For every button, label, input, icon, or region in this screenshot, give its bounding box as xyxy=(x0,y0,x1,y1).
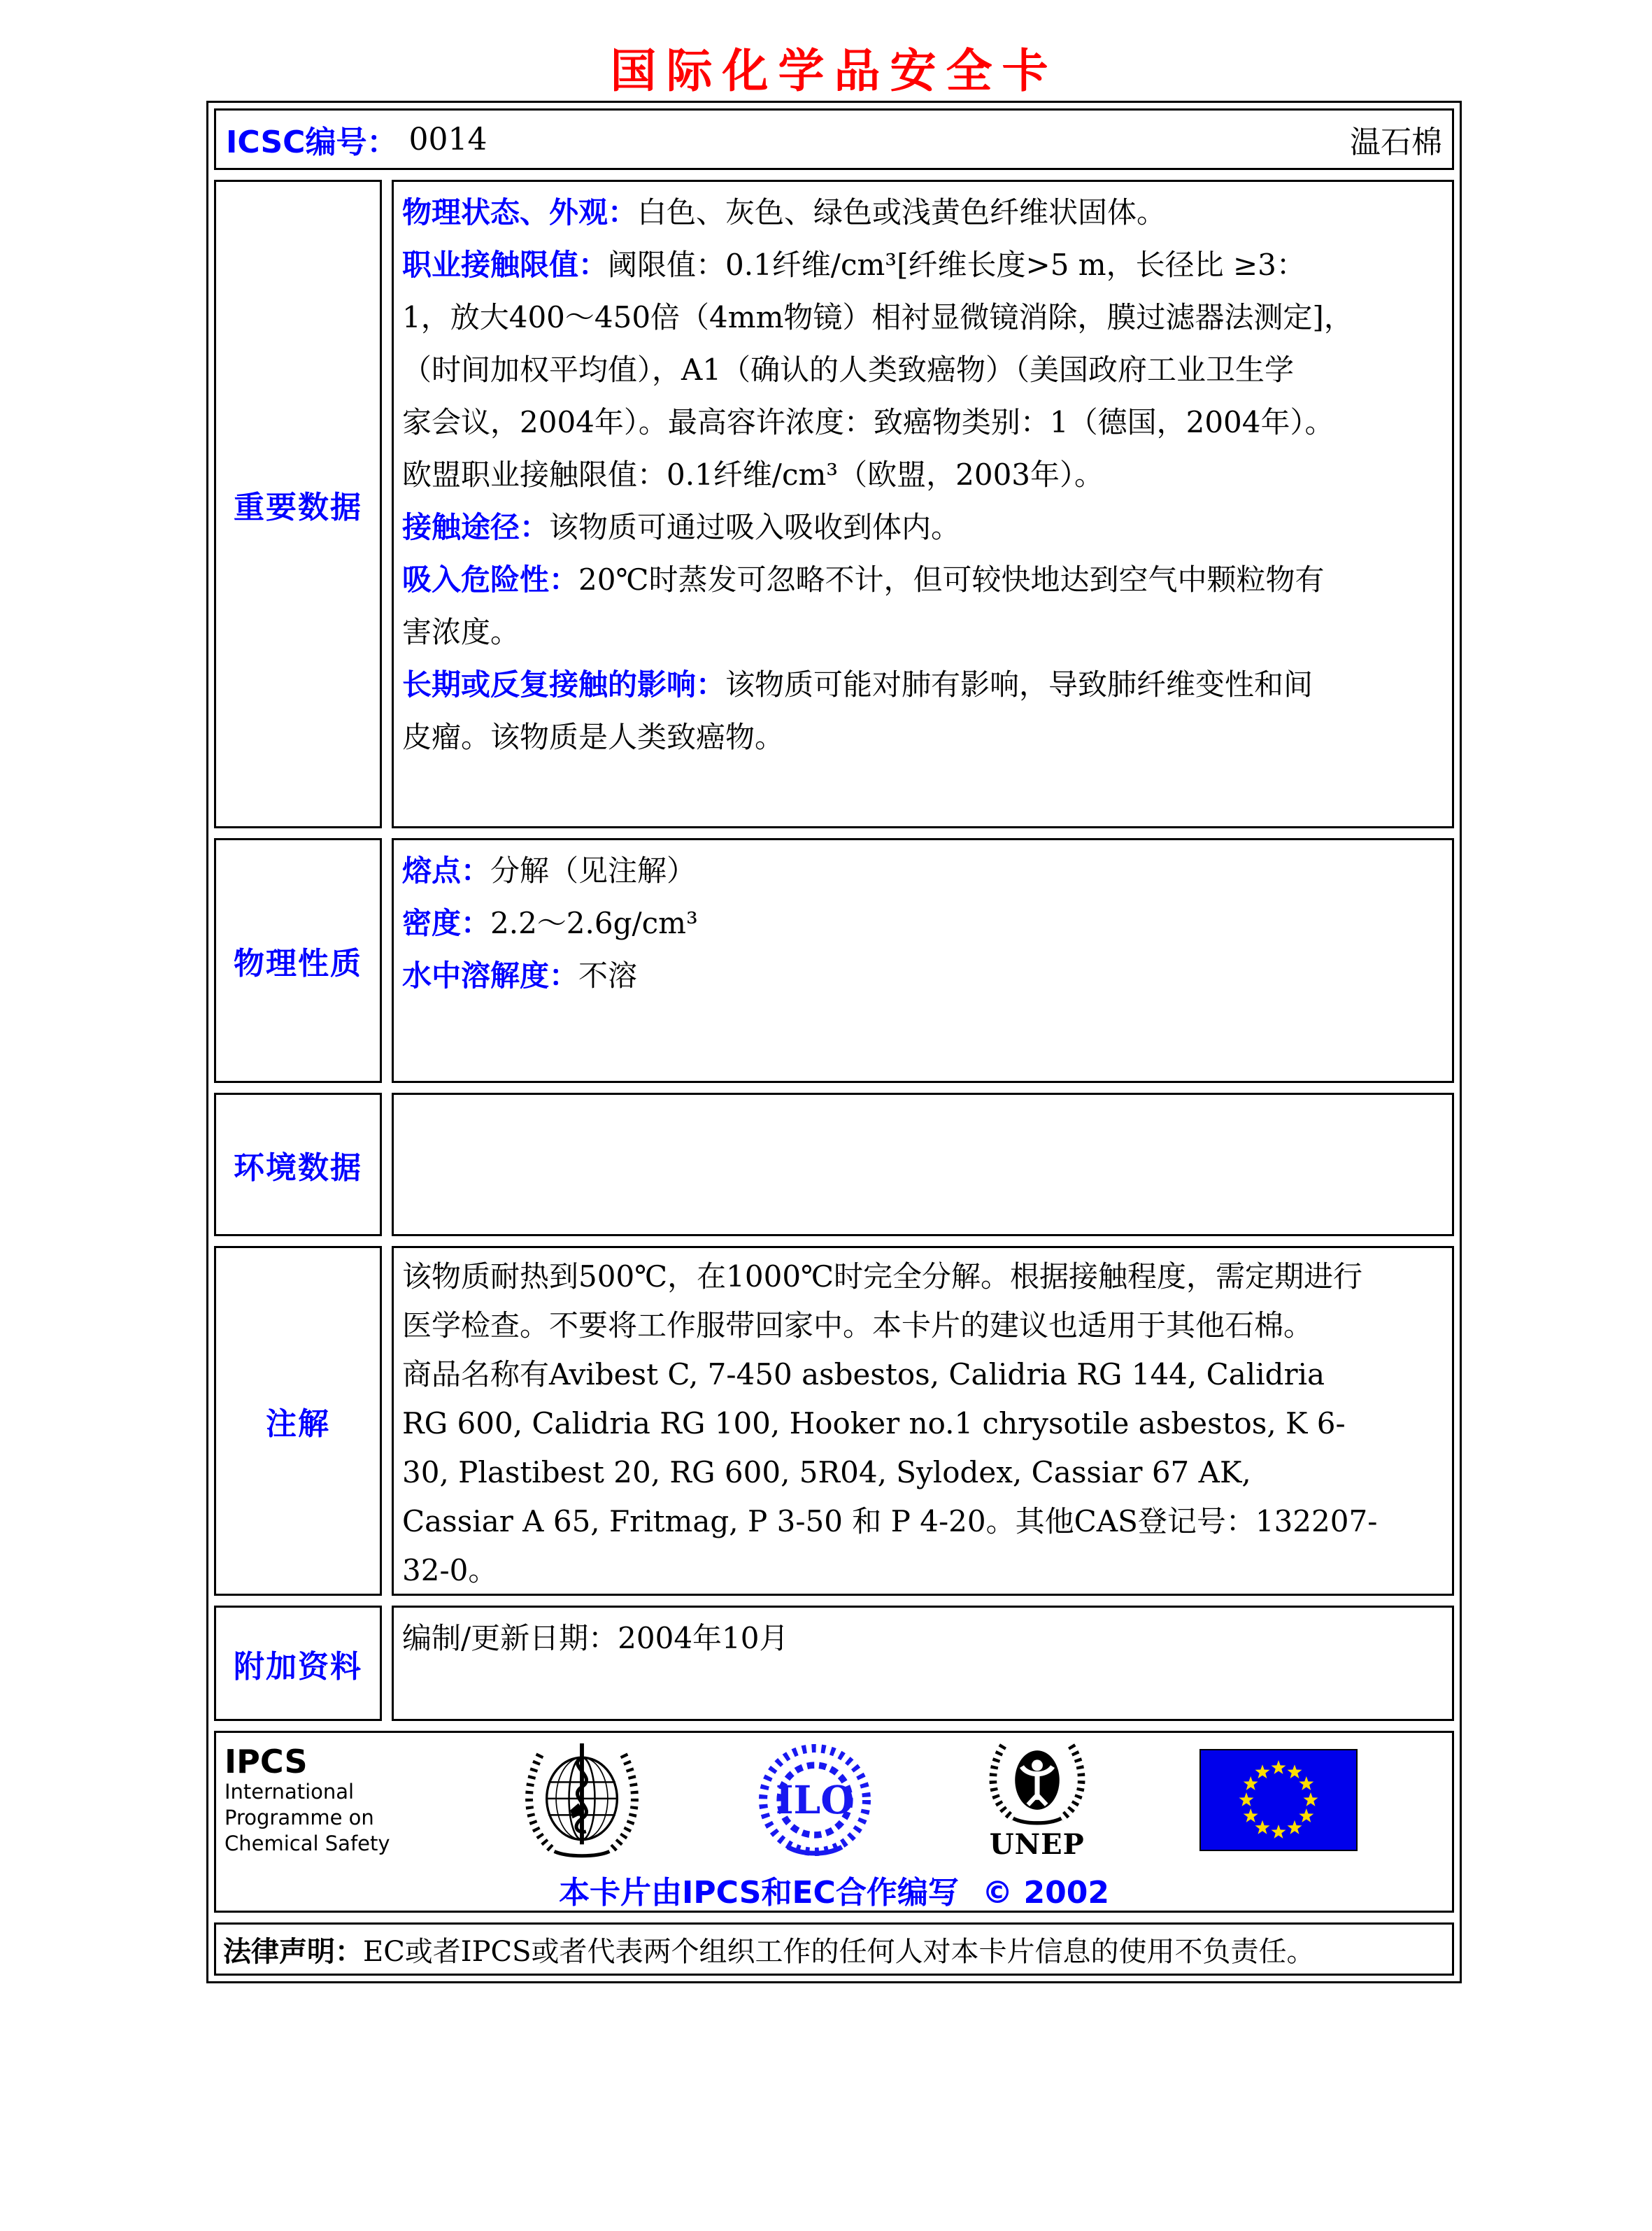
text-line: Cassiar A 65, Fritmag, P 3-50 和 P 4-20。其他CAS登记号：132207- xyxy=(402,1504,1378,1538)
footer-row xyxy=(214,1731,1454,1913)
row-label-important-data: 重要数据 xyxy=(214,180,382,828)
text-line: 32-0。 xyxy=(402,1553,498,1587)
unep-logo xyxy=(985,1741,1090,1860)
text-line: 1，放大400～450倍（4mm物镜）相衬显微镜消除，膜过滤器法测定]， xyxy=(402,300,1353,334)
text-line: 接触途径：该物质可通过吸入吸收到体内。 xyxy=(402,510,961,544)
text-line: 长期或反复接触的影响：该物质可能对肺有影响，导致肺纤维变性和间 xyxy=(402,667,1313,702)
icsc-card-table xyxy=(206,101,1462,1983)
physical-properties-content xyxy=(392,838,1454,1083)
who-logo-icon xyxy=(520,1740,644,1860)
text-line: （时间加权平均值），A1（确认的人类致癌物）（美国政府工业卫生学 xyxy=(402,353,1295,387)
additional-info-content xyxy=(392,1606,1454,1721)
row-label-physical-properties: 物理性质 xyxy=(214,838,382,1083)
text-line: 医学检查。不要将工作服带回家中。本卡片的建议也适用于其他石棉。 xyxy=(402,1308,1313,1343)
legal-text: EC或者IPCS或者代表两个组织工作的任何人对本卡片信息的使用不负责任。 xyxy=(363,1935,1315,1968)
text-line: 密度：2.2～2.6g/cm³ xyxy=(402,906,698,940)
environmental-data-content xyxy=(392,1093,1454,1236)
icsc-number-value: 0014 xyxy=(408,121,487,157)
text-line: 家会议，2004年）。最高容许浓度：致癌物类别：1（德国，2004年）。 xyxy=(402,405,1334,439)
row-label-environmental-data: 环境数据 xyxy=(214,1093,382,1236)
text-line: 欧盟职业接触限值：0.1纤维/cm³（欧盟，2003年）。 xyxy=(402,458,1104,492)
text-line: 吸入危险性：20℃时蒸发可忽略不计，但可较快地达到空气中颗粒物有 xyxy=(402,562,1325,597)
text-line: 商品名称有Avibest C, 7-450 asbestos, Calidria RG 144, Calidria xyxy=(402,1357,1325,1391)
text-line: RG 600, Calidria RG 100, Hooker no.1 chrysotile asbestos, K 6- xyxy=(402,1406,1346,1440)
text-line: 害浓度。 xyxy=(402,615,520,649)
chemical-name: 温石棉 xyxy=(1350,125,1442,160)
ipcs-block: IPCS International Programme on Chemical Safety xyxy=(225,1744,410,1857)
important-data-content xyxy=(392,180,1454,828)
footer-caption: 本卡片由IPCS和EC合作编写 © 2002 xyxy=(559,1875,1109,1911)
ilo-logo-icon xyxy=(755,1740,875,1860)
eu-flag-icon xyxy=(1199,1749,1358,1851)
text-line: 职业接触限值：阈限值：0.1纤维/cm³[纤维长度>5 m，长径比 ≥3： xyxy=(402,248,1306,282)
unep-logo-icon xyxy=(985,1741,1090,1830)
row-label-notes: 注解 xyxy=(214,1246,382,1596)
text-line: 熔点：分解（见注解） xyxy=(402,854,697,888)
row-label-additional-info: 附加资料 xyxy=(214,1606,382,1721)
legal-row xyxy=(214,1922,1454,1976)
text-line: 编制/更新日期：2004年10月 xyxy=(402,1621,789,1655)
page-title: 国际化学品安全卡 xyxy=(610,44,1058,98)
text-line: 水中溶解度：不溶 xyxy=(402,958,638,993)
text-line: 30, Plastibest 20, RG 600, 5R04, Sylodex, Cassiar 67 AK, xyxy=(402,1455,1251,1489)
svg-text:ILO: ILO xyxy=(775,1776,854,1822)
ipcs-title: IPCS xyxy=(225,1742,308,1780)
notes-content xyxy=(392,1246,1454,1596)
icsc-number-label: ICSC编号： xyxy=(226,125,398,160)
legal-label: 法律声明： xyxy=(223,1935,363,1968)
text-line: 皮瘤。该物质是人类致癌物。 xyxy=(402,720,785,754)
text-line: 该物质耐热到500℃，在1000℃时完全分解。根据接触程度，需定期进行 xyxy=(402,1259,1363,1294)
unep-logo-text: UNEP xyxy=(989,1828,1085,1861)
text-line: 物理状态、外观：白色、灰色、绿色或浅黄色纤维状固体。 xyxy=(402,195,1167,229)
footer-logos xyxy=(216,1733,1452,1860)
icsc-number xyxy=(226,117,487,162)
card-header-row xyxy=(214,108,1454,170)
